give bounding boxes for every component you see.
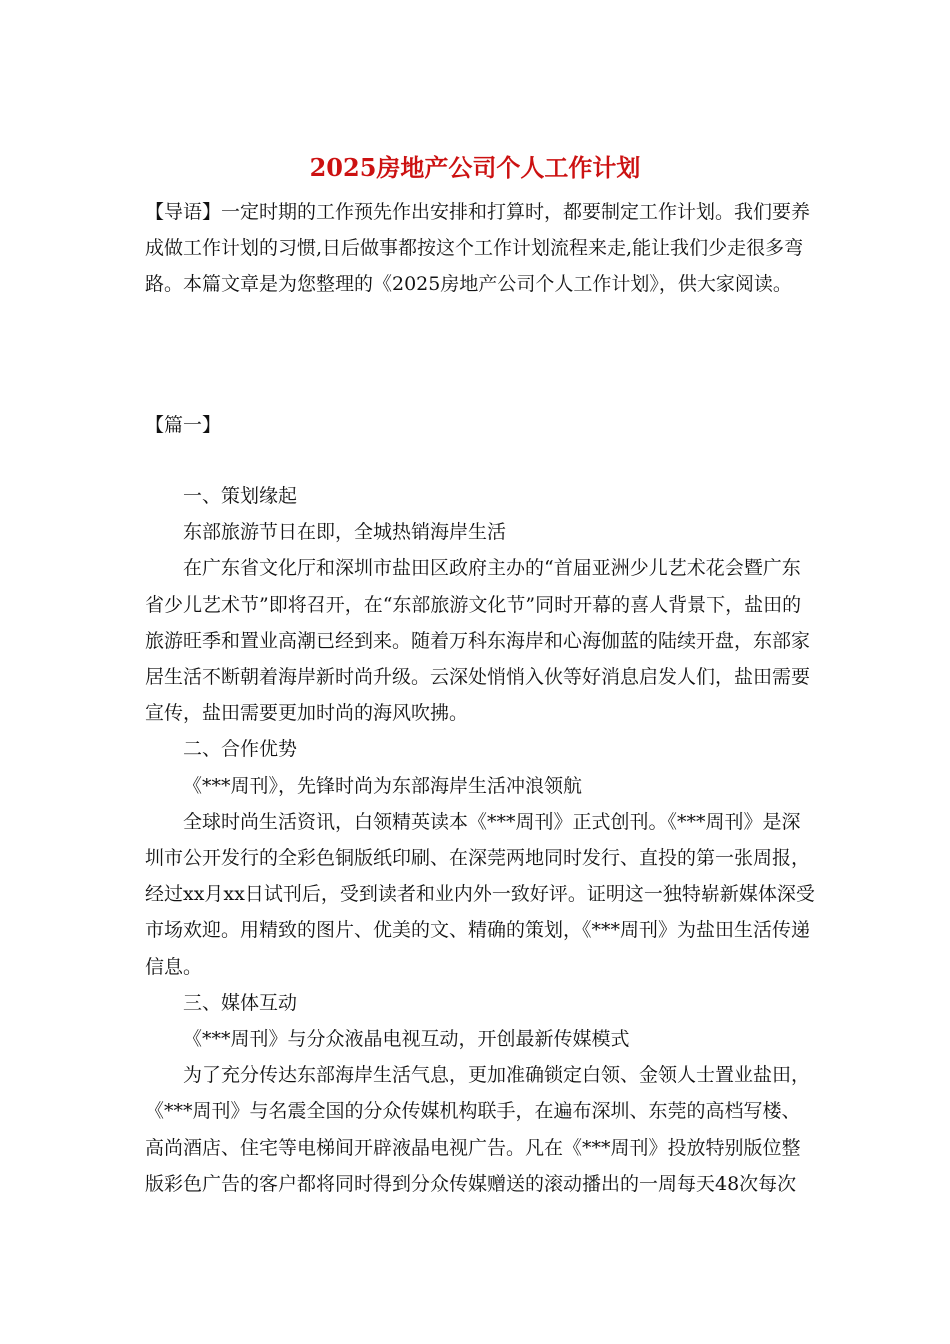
subheading-origin: 东部旅游节日在即，全城热销海岸生活 <box>183 521 507 544</box>
paragraph-advantage: 全球时尚生活资讯，白领精英读本《***周刊》正式创刊。《***周刊》是深圳市公开发行的全彩色铜版纸印刷、在深莞两地同时发行、直投的第一张周报，经过xx月xx日试刊后，受到读者和业内外一致好评。证明这一独特崭新媒体深受市场欢迎。用精致的图片、优美的文、精确的策划，《***周刊》为盐田生活传递信息。 <box>145 810 815 978</box>
body-text <box>145 478 817 1202</box>
heading-advantage: 二、合作优势 <box>183 738 298 761</box>
subheading-advantage: 《***周刊》，先锋时尚为东部海岸生活冲浪领航 <box>183 774 583 797</box>
intro-paragraph: 【导语】一定时期的工作预先作出安排和打算时，都要制定工作计划。我们要养成做工作计划的习惯,日后做事都按这个工作计划流程来走,能让我们少走很多弯路。本篇文章是为您整理的《2025房地产公司个人工作计划》，供大家阅读。 <box>145 201 811 295</box>
heading-origin: 一、策划缘起 <box>183 485 298 507</box>
subheading-interaction: 《***周刊》与分众液晶电视互动，开创最新传媒模式 <box>183 1028 630 1051</box>
paragraph-origin: 在广东省文化厅和深圳市盐田区政府主办的“首届亚洲少儿艺术花会暨广东省少儿艺术节”即将召开，在“东部旅游文化节”同时开幕的喜人背景下，盐田的旅游旺季和置业高潮已经到来。随着万科东海岸和心海伽蓝的陆续开盘，东部家居生活不断朝着海岸新时尚升级。云深处悄悄入伙等好消息启发人们，盐田需要宣传，盐田需要更加时尚的海风吹拂。 <box>145 557 811 725</box>
heading-interaction: 三、媒体互动 <box>183 991 298 1014</box>
paragraph-interaction: 为了充分传达东部海岸生活气息，更加准确锁定白领、金领人士置业盐田，《***周刊》与名震全国的分众传媒机构联手，在遍布深圳、东莞的高档写楼、高尚酒店、住宅等电梯间开辟液晶电视广告。凡在《***周刊》投放特别版位整版彩色广告的客户都将同时得到分众传媒赠送的滚动播出的一周每天48次每次 <box>145 1064 811 1195</box>
section-tag: 【篇一】 <box>145 414 222 436</box>
document-title: 2025房地产公司个人工作计划 <box>309 153 641 182</box>
